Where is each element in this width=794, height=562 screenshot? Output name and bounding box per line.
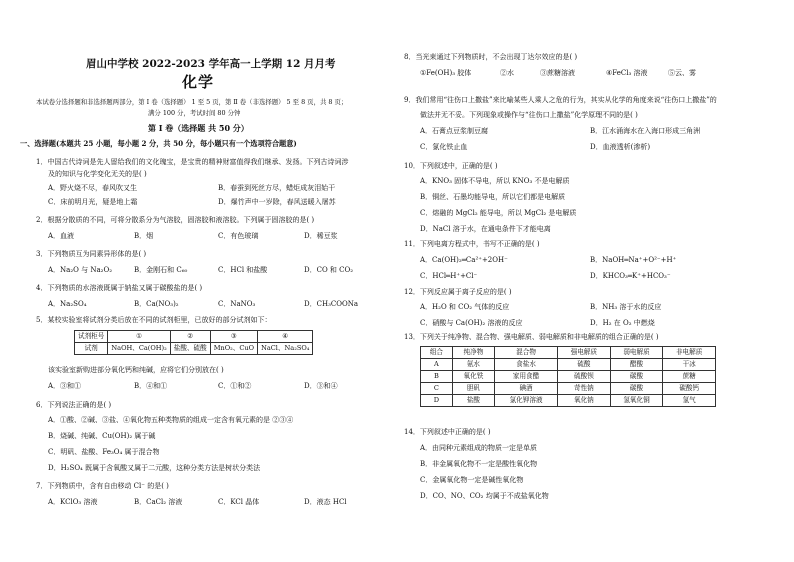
table-header-cell: 弱电解质 xyxy=(610,347,663,359)
question-1-option-d: D．爆竹声中一岁除，春风送暖入屠苏 xyxy=(218,198,336,206)
question-11-option-c: C．HCl═H⁺+Cl⁻ xyxy=(420,272,478,280)
question-14-option-b: B．非金属氧化物不一定是酸性氧化物 xyxy=(420,460,538,468)
reagent-cabinet-table xyxy=(74,330,313,355)
question-1-option-a: A．野火烧不尽，春风吹又生 xyxy=(48,184,138,192)
exam-notice-line1: 本试卷分选择题和非选择题两部分，第 Ⅰ 卷（选择题） 1 至 5 页，第 Ⅱ 卷（非选择题） 5 至 8 页，共 8 页； xyxy=(36,98,348,106)
table-cell: 干冰 xyxy=(663,359,716,371)
question-14-stem: 14．下列叙述中正确的是( ) xyxy=(404,428,491,436)
question-8-option-5: ⑤云、雾 xyxy=(668,69,696,77)
question-8-option-4: ④FeCl₃ 溶液 xyxy=(606,69,648,77)
question-5-stem-cont: 该实验室新购进部分氧化钙和纯碱，应将它们分别放在( ) xyxy=(48,366,224,374)
question-8-option-3: ③蔗糖溶液 xyxy=(540,69,575,77)
table-header-cell: 试剂柜号 xyxy=(75,331,108,343)
question-9-stem-cont: 做法并无不妥。下列现象或操作与“往伤口上撒盐”化学原理不同的是( ) xyxy=(420,111,638,119)
question-14-option-d: D．CO、NO、CO₂ 均属于不成盐氧化物 xyxy=(420,492,549,500)
question-3-option-a: A．Na₂O 与 Na₂O₂ xyxy=(48,266,112,274)
question-12-option-a: A．H₂O 和 CO₂ 气体的反应 xyxy=(420,303,510,311)
question-9-stem: 9．我们常用“往伤口上撒盐”来比喻某些人乘人之危的行为，其实从化学的角度来说“往伤口上撒盐”的 xyxy=(404,96,717,104)
table-header-cell: 纯净物 xyxy=(452,347,494,359)
table-cell: 碳酸 xyxy=(610,371,663,383)
table-cell: 试剂 xyxy=(75,343,108,355)
table-cell: 硫酸 xyxy=(558,359,611,371)
table-header-cell: 组合 xyxy=(421,347,453,359)
table-cell: 蔗糖 xyxy=(663,371,716,383)
question-2-option-b: B．烟 xyxy=(134,232,154,240)
question-7-option-d: D．液态 HCl xyxy=(304,498,347,506)
table-cell: 氯化钾溶液 xyxy=(495,395,558,407)
table-cell: 食盐水 xyxy=(495,359,558,371)
question-4-option-d: D．CH₃COONa xyxy=(304,300,359,308)
section-heading: 一、选择题(本题共 25 小题，每小题 2 分，共 50 分，每小题只有一个选项符合题意) xyxy=(20,139,297,148)
table-cell: 氨水 xyxy=(452,359,494,371)
table-row xyxy=(421,395,716,407)
question-3-option-c: C．HCl 和盐酸 xyxy=(218,266,268,274)
question-10-option-a: A．KNO₃ 固体不导电，所以 KNO₃ 不是电解质 xyxy=(420,177,570,185)
table-header-cell: ① xyxy=(108,331,170,343)
question-5-option-b: B．④和① xyxy=(134,382,168,390)
table-cell: 家用食醋 xyxy=(495,371,558,383)
question-11-stem: 11．下列电离方程式中，书写不正确的是( ) xyxy=(404,240,540,248)
exam-title: 眉山中学校 2022-2023 学年高一上学期 12 月月考 xyxy=(86,58,336,70)
right-column xyxy=(400,0,794,562)
question-1-option-c: C．床前明月光，疑是地上霜 xyxy=(48,198,138,206)
question-3-option-b: B．金刚石和 C₆₀ xyxy=(134,266,188,274)
exam-notice-line2: 满分 100 分，考试时间 80 分钟 xyxy=(148,109,241,117)
question-7-option-b: B．CaCl₂ 溶液 xyxy=(134,498,183,506)
question-14-option-c: C．金属氧化物一定是碱性氧化物 xyxy=(420,476,524,484)
question-14-option-a: A．由同种元素组成的物质一定是单质 xyxy=(420,444,538,452)
question-5-option-c: C．①和② xyxy=(218,382,252,390)
question-6-option-d: D．H₂SO₄ 既属于含氧酸又属于二元酸，这种分类方法是树状分类法 xyxy=(48,464,261,472)
table-cell: NaCl、Na₂SO₄ xyxy=(258,343,313,355)
question-2-option-c: C．有色玻璃 xyxy=(218,232,259,240)
question-2-option-d: D．稀豆浆 xyxy=(304,232,338,240)
table-cell: 胆矾 xyxy=(452,383,494,395)
subject-title: 化学 xyxy=(182,73,215,91)
question-9-option-c: C．氯化铁止血 xyxy=(420,143,468,151)
question-2-option-a: A．血液 xyxy=(48,232,75,240)
question-4-option-b: B．Ca(NO₃)₂ xyxy=(134,300,179,308)
question-1-option-b: B．春蚕到死丝方尽，蜡炬成灰泪始干 xyxy=(218,184,336,192)
question-7-stem: 7．下列物质中，含有自由移动 Cl⁻ 的是( ) xyxy=(36,482,169,490)
question-7-option-c: C．KCl 晶体 xyxy=(218,498,260,506)
question-9-option-a: A．石膏点豆浆制豆腐 xyxy=(420,127,489,135)
table-cell: MnO₂、CuO xyxy=(210,343,257,355)
table-cell: 氧化钠 xyxy=(558,395,611,407)
table-cell: 氢氧化铜 xyxy=(610,395,663,407)
table-cell: 氧化铁 xyxy=(452,371,494,383)
table-cell: 碳酸 xyxy=(610,383,663,395)
table-row xyxy=(421,383,716,395)
question-10-option-d: D．NaCl 溶于水，在通电条件下才能电离 xyxy=(420,225,551,233)
table-cell: 氢气 xyxy=(663,395,716,407)
table-header-cell: ② xyxy=(170,331,210,343)
table-cell: B xyxy=(421,371,453,383)
question-6-option-a: A．①酸、②碱、③盐、④氧化物五种类物质的组成一定含有氧元素的是 ②③④ xyxy=(48,416,294,424)
table-header-cell: ③ xyxy=(210,331,257,343)
question-4-option-c: C．NaNO₃ xyxy=(218,300,256,308)
table-cell: C xyxy=(421,383,453,395)
question-13-stem: 13．下列关于纯净物、混合物、强电解质、弱电解质和非电解质的组合正确的是( ) xyxy=(404,333,659,341)
table-header-cell: ④ xyxy=(258,331,313,343)
table-cell: 碘酒 xyxy=(495,383,558,395)
table-cell: 碳酸钙 xyxy=(663,383,716,395)
table-cell: A xyxy=(421,359,453,371)
question-4-option-a: A．Na₂SO₄ xyxy=(48,300,87,308)
table-header-cell: 强电解质 xyxy=(558,347,611,359)
question-11-option-b: B．NaOH═Na⁺+O²⁻+H⁺ xyxy=(590,256,677,264)
question-4-stem: 4．下列物质的水溶液既属于钠盐又属于碳酸盐的是( ) xyxy=(36,284,203,292)
question-7-option-a: A．KClO₃ 溶液 xyxy=(48,498,98,506)
question-6-option-c: C．明矾、盐酸、Fe₃O₄ 属于混合物 xyxy=(48,448,160,456)
table-cell: NaOH、Ca(OH)₂ xyxy=(108,343,170,355)
question-12-option-b: B．NH₃ 溶于水的反应 xyxy=(590,303,662,311)
question-9-option-d: D．血液透析(渗析) xyxy=(590,143,651,151)
question-11-option-d: D．KHCO₃═K⁺+HCO₃⁻ xyxy=(590,272,671,280)
question-6-option-b: B．烧碱、纯碱、Cu(OH)₂ 属于碱 xyxy=(48,432,156,440)
volume-heading: 第 Ⅰ 卷（选择题 共 50 分） xyxy=(148,123,249,133)
substance-classification-table xyxy=(420,346,716,407)
question-6-stem: 6．下列说法正确的是( ) xyxy=(36,401,112,409)
question-10-option-c: C．熔融的 MgCl₂ 能导电，所以 MgCl₂ 是电解质 xyxy=(420,209,577,217)
table-cell: 硫酸钡 xyxy=(558,371,611,383)
question-10-option-b: B．铜丝、石墨均能导电，所以它们都是电解质 xyxy=(420,193,566,201)
question-12-stem: 12．下列反应属于离子反应的是( ) xyxy=(404,288,512,296)
table-cell: 醋酸 xyxy=(610,359,663,371)
question-1-stem: 1．中国古代诗词是先人留给我们的文化瑰宝，是宝贵的精神财富值得我们继承、发扬。下列古诗词涉 xyxy=(36,158,349,166)
table-header-cell: 非电解质 xyxy=(663,347,716,359)
question-2-stem: 2．根据分散质的不同，可将分散系分为气溶胶，固溶胶和液溶胶。下列属于固溶胶的是( ) xyxy=(36,216,315,224)
table-cell: 苛性钠 xyxy=(558,383,611,395)
question-8-option-1: ①Fe(OH)₃ 胶体 xyxy=(420,69,472,77)
table-cell: 盐酸、硫酸 xyxy=(170,343,210,355)
question-5-option-a: A．③和① xyxy=(48,382,82,390)
question-12-option-d: D．H₂ 在 O₂ 中燃烧 xyxy=(590,319,655,327)
question-9-option-b: B．江水涌海水在入海口形成三角洲 xyxy=(590,127,701,135)
question-5-stem: 5．某校实验室将试剂分类后放在不同的试剂柜里，已放好的部分试剂如下： xyxy=(36,316,272,324)
question-8-stem: 8．当光束通过下列物质时，不会出现丁达尔效应的是( ) xyxy=(404,53,578,61)
question-1-stem-cont: 及的知识与化学变化无关的是( ) xyxy=(48,170,147,178)
table-row xyxy=(421,371,716,383)
question-3-option-d: D．CO 和 CO₂ xyxy=(304,266,354,274)
table-header-cell: 混合物 xyxy=(495,347,558,359)
table-cell: 盐酸 xyxy=(452,395,494,407)
question-5-option-d: D．③和④ xyxy=(304,382,338,390)
question-3-stem: 3．下列物质互为同素异形体的是( ) xyxy=(36,250,147,258)
question-11-option-a: A．Ca(OH)₂═Ca²⁺+2OH⁻ xyxy=(420,256,508,264)
table-row xyxy=(421,359,716,371)
question-12-option-c: C．硝酸与 Ca(OH)₂ 溶液的反应 xyxy=(420,319,523,327)
question-8-option-2: ②水 xyxy=(500,69,514,77)
table-cell: D xyxy=(421,395,453,407)
question-10-stem: 10．下列叙述中，正确的是( ) xyxy=(404,162,498,170)
